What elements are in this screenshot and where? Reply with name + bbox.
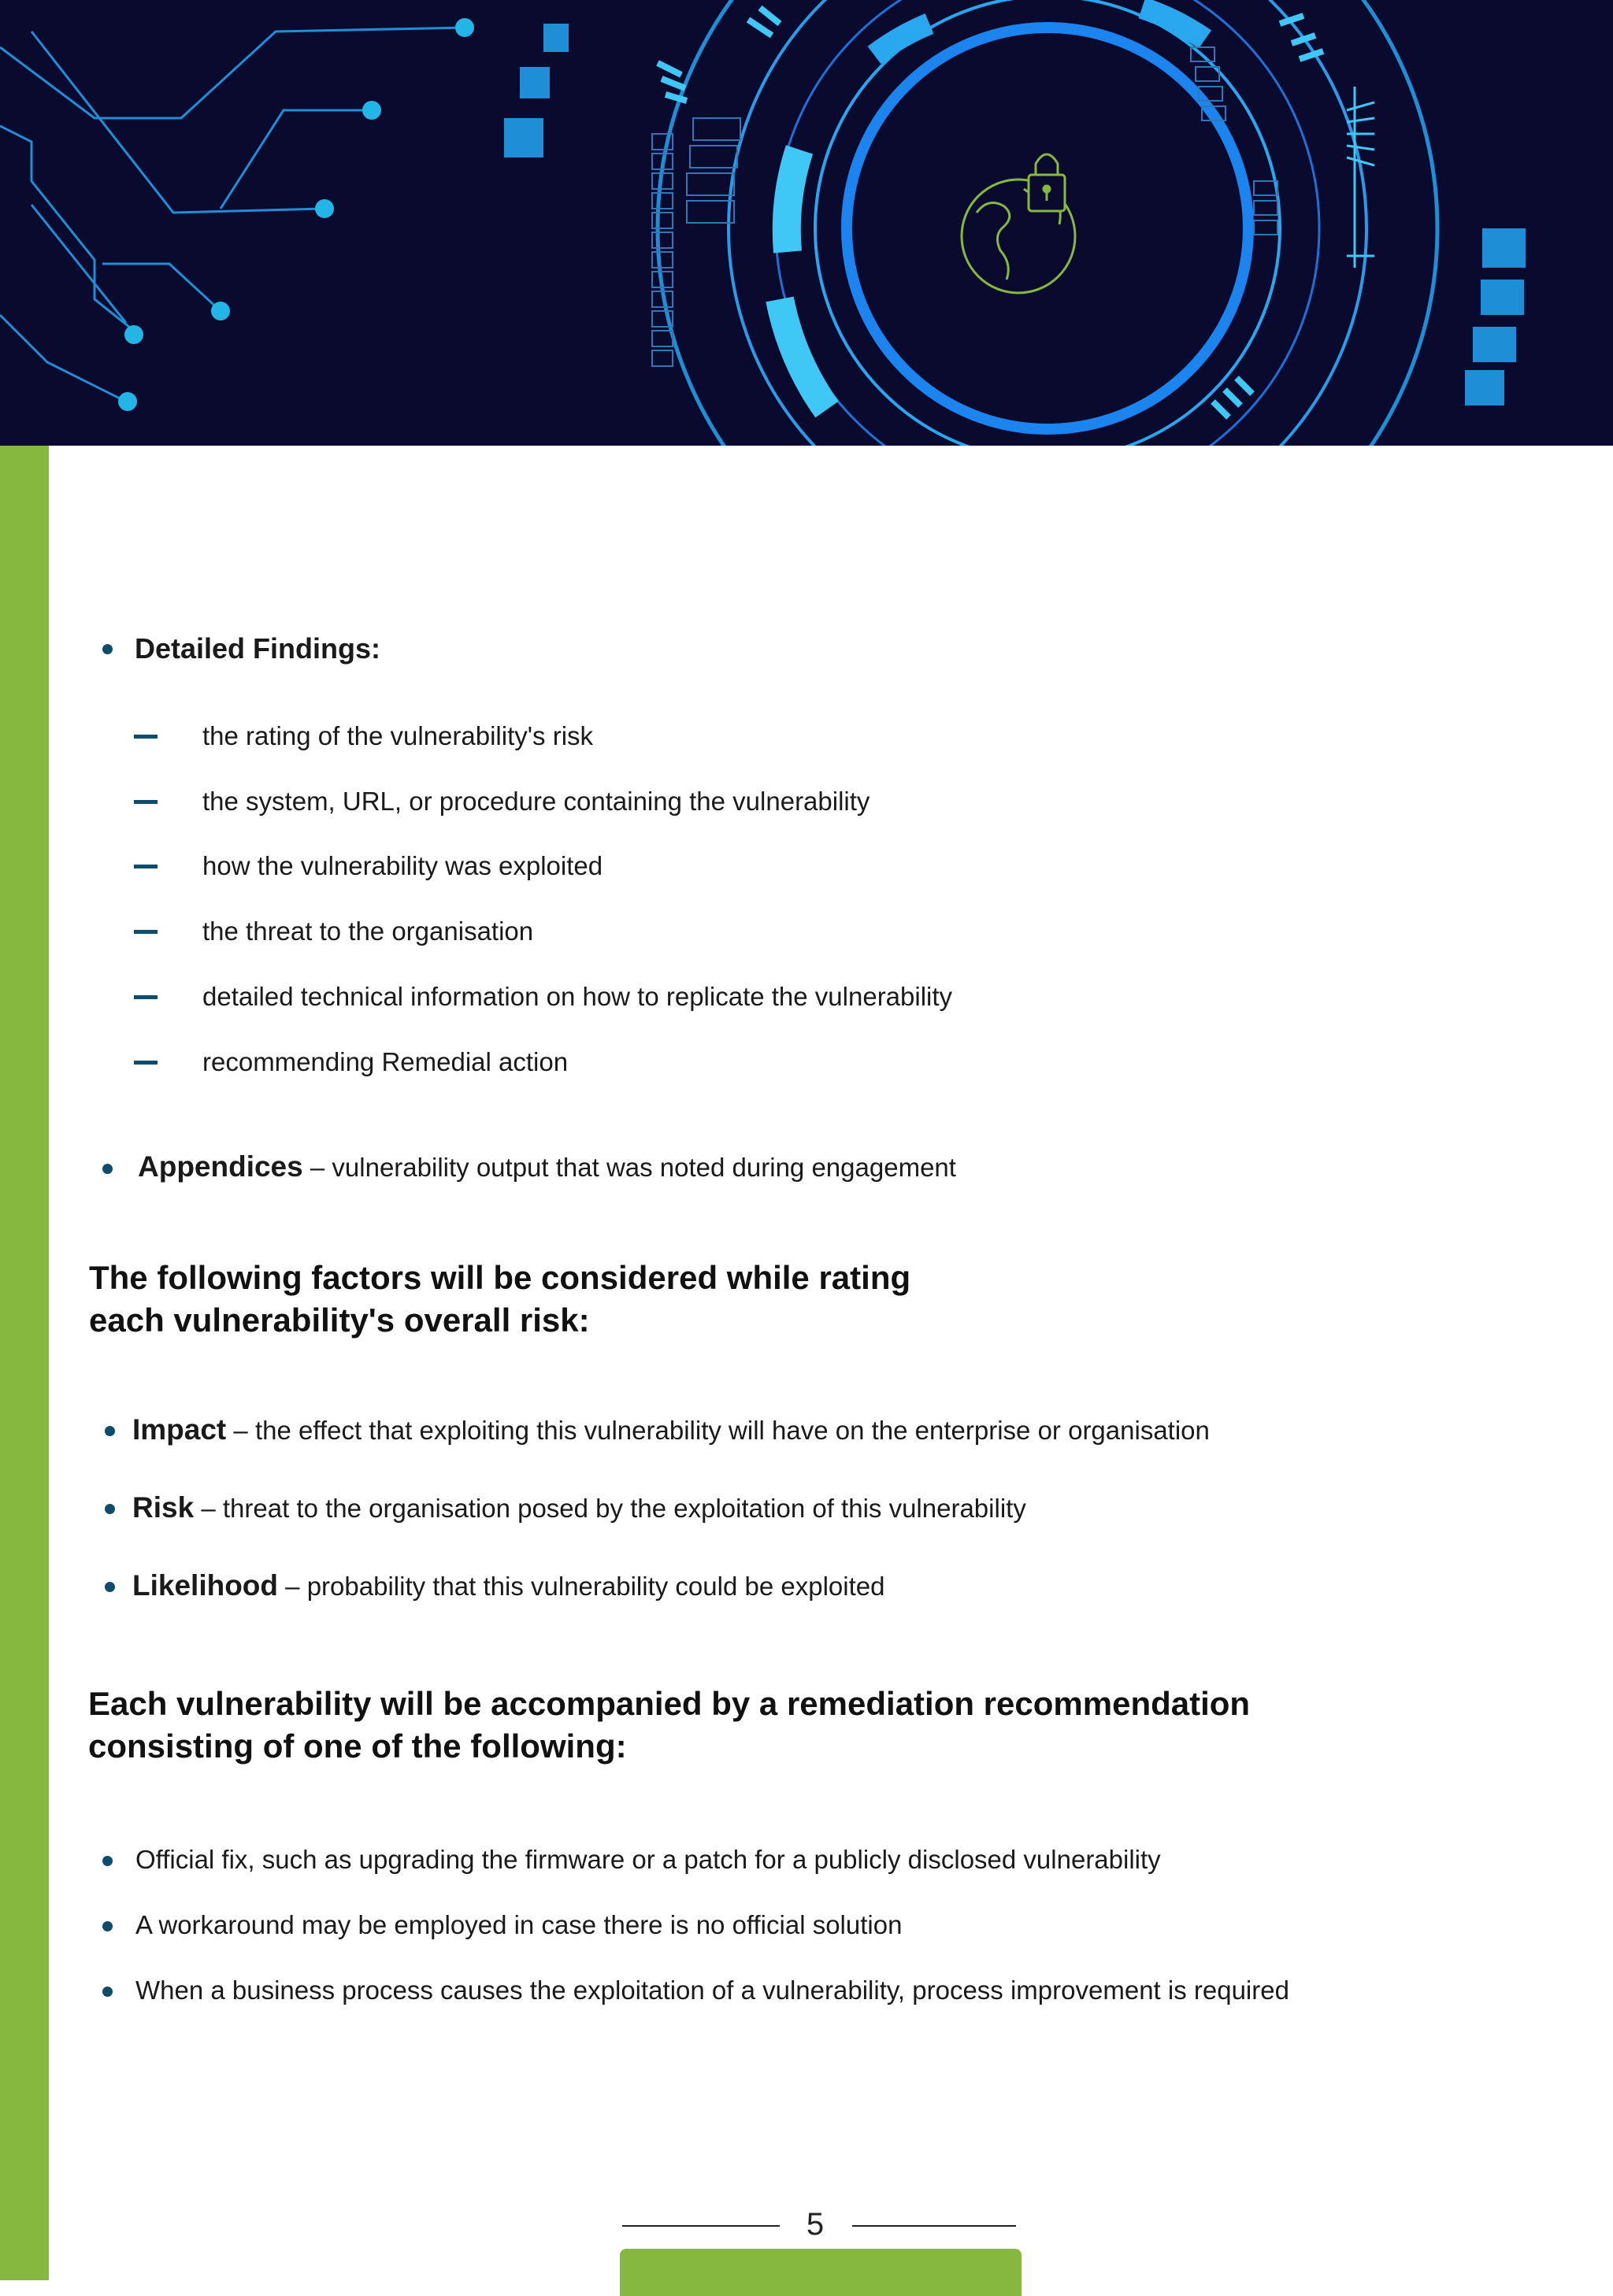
footer-tab	[620, 2249, 1022, 2296]
factor-text: – the effect that exploiting this vulnerability will have on the enterprise or organisation	[226, 1416, 1210, 1445]
globe-lock-icon	[962, 154, 1075, 293]
dash-icon	[134, 930, 158, 934]
bullet-icon	[105, 1426, 115, 1436]
page-number-rule-left	[622, 2225, 780, 2227]
factor-label: Likelihood	[132, 1569, 278, 1602]
remediation-item: A workaround may be employed in case there is no official solution	[135, 1910, 903, 1939]
remediation-item: When a business process causes the exploitation of a vulnerability, process improvement is required	[135, 1976, 1289, 2005]
factor-text: – threat to the organisation posed by the exploitation of this vulnerability	[194, 1494, 1026, 1523]
dash-icon	[134, 800, 158, 804]
bullet-icon	[102, 1856, 113, 1866]
finding-item: the threat to the organisation	[202, 917, 534, 946]
dash-icon	[134, 995, 158, 999]
factor-item	[132, 1570, 884, 1602]
factors-heading-line1: The following factors will be considered while rating	[89, 1259, 911, 1296]
remediation-item: Official fix, such as upgrading the firmware or a patch for a publicly disclosed vulnerability	[135, 1845, 1161, 1874]
appendices-item	[138, 1151, 956, 1183]
dash-icon	[134, 1061, 158, 1065]
appendices-label: Appendices	[138, 1150, 303, 1183]
finding-item: recommending Remedial action	[202, 1047, 569, 1076]
remediation-heading	[88, 1683, 1250, 1768]
bullet-icon	[102, 1987, 113, 1997]
cyber-security-illustration	[0, 0, 1613, 446]
finding-item: the system, URL, or procedure containing the vulnerability	[202, 787, 870, 816]
bullet-icon	[102, 644, 113, 654]
dash-icon	[134, 865, 158, 868]
appendices-text: – vulnerability output that was noted during engagement	[302, 1153, 956, 1182]
remediation-heading-line2: consisting of one of the following:	[88, 1728, 627, 1765]
finding-item: detailed technical information on how to replicate the vulnerability	[202, 982, 953, 1011]
dash-icon	[134, 735, 158, 739]
bullet-icon	[105, 1582, 115, 1592]
finding-item: how the vulnerability was exploited	[202, 851, 603, 880]
factor-label: Impact	[132, 1413, 227, 1446]
remediation-heading-line1: Each vulnerability will be accompanied by a remediation recommendation	[88, 1685, 1251, 1722]
header-banner	[0, 0, 1613, 446]
factor-item	[132, 1492, 1026, 1524]
factors-heading	[89, 1257, 910, 1342]
detailed-findings-label: Detailed Findings:	[135, 632, 381, 665]
bullet-icon	[105, 1504, 115, 1514]
factor-text: – probability that this vulnerability could be exploited	[278, 1572, 885, 1601]
finding-item: the rating of the vulnerability's risk	[202, 721, 594, 750]
page-number: 5	[806, 2207, 825, 2242]
factors-heading-line2: each vulnerability's overall risk:	[89, 1302, 590, 1339]
bullet-icon	[102, 1921, 113, 1931]
factor-item	[132, 1414, 1210, 1446]
left-accent-bar	[0, 446, 49, 2280]
bullet-icon	[102, 1164, 113, 1174]
page-number-rule-right	[852, 2225, 1016, 2227]
factor-label: Risk	[132, 1491, 195, 1524]
